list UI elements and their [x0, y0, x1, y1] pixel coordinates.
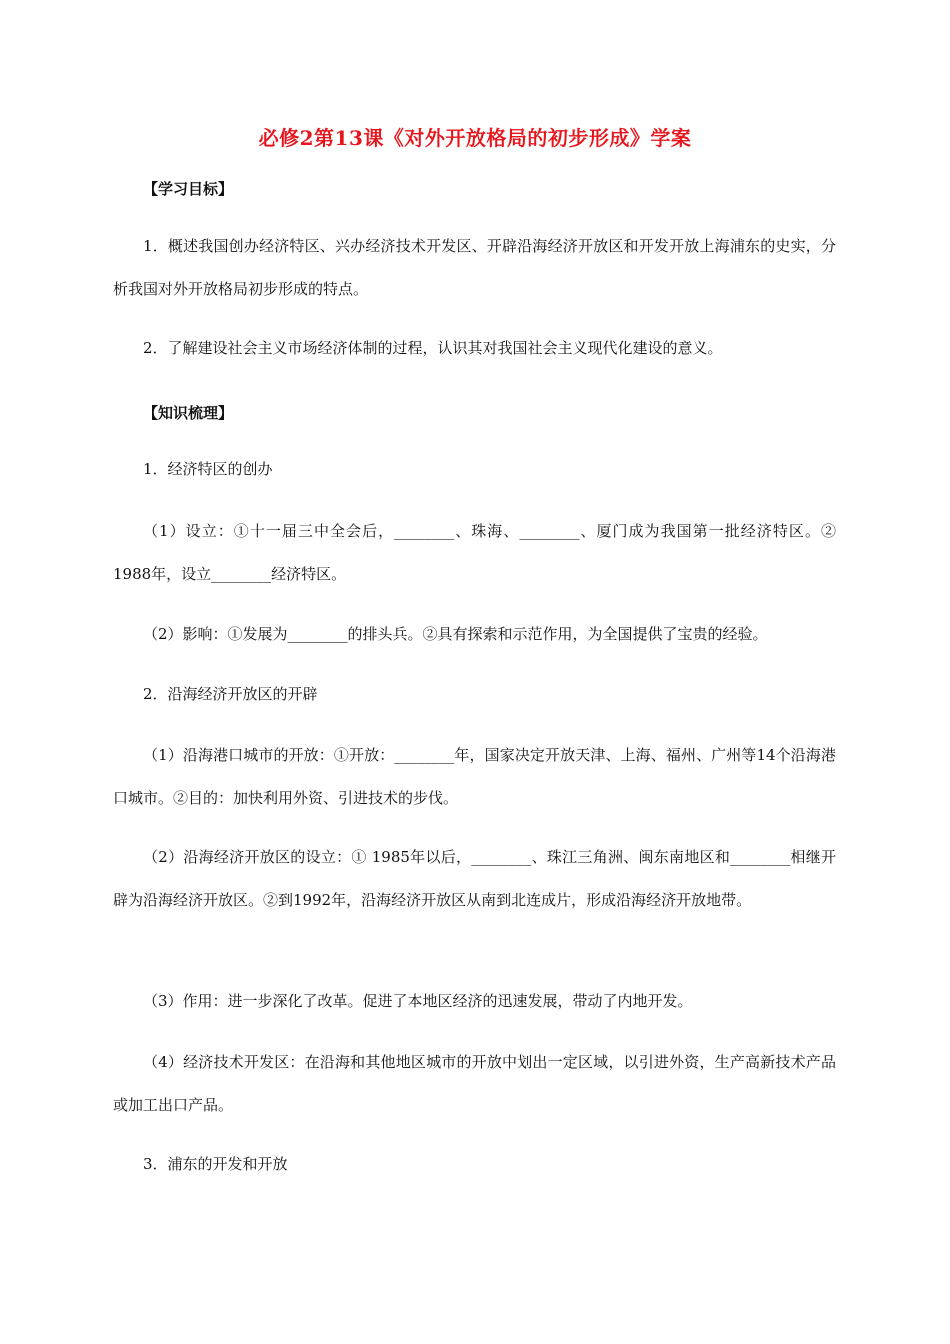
document-title: 必修2第13课《对外开放格局的初步形成》学案: [258, 126, 692, 150]
knowledge-item-1-1: （1）设立：①十一届三中全会后，________、珠海、________、厦门成为我国第一批经济特区。② 1988年，设立________经济特区。: [113, 522, 836, 583]
knowledge-item-2-3: （3）作用：进一步深化了改革。促进了本地区经济的迅速发展，带动了内地开发。: [143, 992, 693, 1010]
objective-paragraph-2: 2．了解建设社会主义市场经济体制的过程，认识其对我国社会主义现代化建设的意义。: [143, 339, 723, 357]
knowledge-item-2-4: （4）经济技术开发区：在沿海和其他地区城市的开放中划出一定区域，以引进外资，生产高新技术产品或加工出口产品。: [113, 1053, 836, 1114]
knowledge-item-1-2: （2）影响：①发展为________的排头兵。②具有探索和示范作用，为全国提供了宝贵的经验。: [143, 625, 768, 643]
knowledge-item-2-2: （2）沿海经济开放区的设立：① 1985年以后，________、珠江三角洲、闽东南地区和________相继开辟为沿海经济开放区。②到1992年，沿海经济开放区从南到北连成片，形成沿海经济开放地带。: [113, 848, 836, 909]
objective-paragraph-1: 1．概述我国创办经济特区、兴办经济技术开发区、开辟沿海经济开放区和开发开放上海浦东的史实，分析我国对外开放格局初步形成的特点。: [113, 237, 836, 298]
section-heading-knowledge: 【知识梳理】: [143, 404, 234, 422]
knowledge-item-3-heading: 3．浦东的开发和开放: [143, 1155, 288, 1173]
knowledge-item-2-heading: 2．沿海经济开放区的开辟: [143, 685, 318, 703]
knowledge-item-2-1: （1）沿海港口城市的开放：①开放：________年，国家决定开放天津、上海、福州、广州等14个沿海港口城市。②目的：加快利用外资、引进技术的步伐。: [113, 746, 836, 807]
knowledge-item-1-heading: 1．经济特区的创办: [143, 460, 273, 478]
section-heading-objectives: 【学习目标】: [143, 180, 234, 198]
